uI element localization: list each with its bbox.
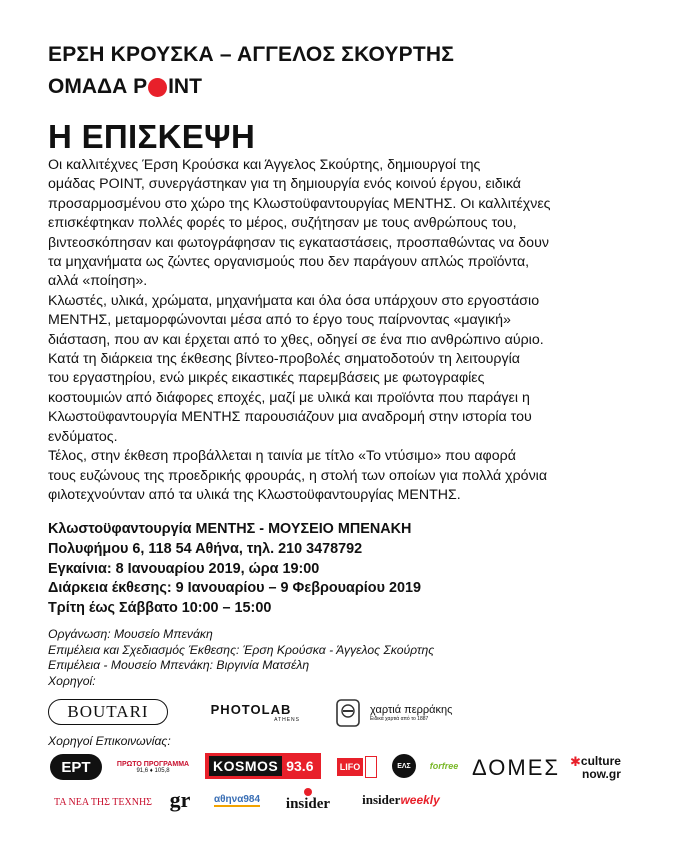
museum-curation: Επιμέλεια - Μουσείο Μπενάκη: Βιργινία Ματσέλη — [48, 658, 310, 673]
culture-text: culture — [580, 754, 621, 768]
body-line: φιλοτεχνούνταν από τα υλικά της Κλωστοϋφαντουργίας ΜΕΝΤΗΣ. — [48, 486, 461, 503]
insider-logo — [276, 786, 340, 814]
insider-weekly-text: insider — [362, 792, 401, 807]
boutari-logo — [48, 699, 168, 725]
lifo-logo — [334, 756, 380, 778]
credits — [48, 627, 434, 689]
body-line: Τέλος, στην έκθεση προβάλλεται η ταινία με τίτλο «Το ντύσιμο» που αφορά — [48, 448, 516, 465]
group-suffix: INT — [168, 75, 202, 98]
perrakis-emblem-icon — [336, 698, 360, 728]
artists-heading: ΕΡΣΗ ΚΡΟΥΣΚΑ – ΑΓΓΕΛΟΣ ΣΚΟΥΡΤΗΣ — [48, 43, 455, 66]
photolab-sub: ATHENS — [274, 717, 300, 723]
ert-text: ΕΡΤ — [61, 758, 91, 776]
opening: Εγκαίνια: 8 Ιανουαρίου 2019, ώρα 19:00 — [48, 560, 320, 577]
culture-now-text: now.gr — [582, 767, 621, 781]
photolab-text: PHOTOLAB — [210, 702, 292, 717]
body-line: Κατά τη διάρκεια της έκθεσης βίντεο-προβολές σηματοδοτούν τη λειτουργία — [48, 351, 520, 368]
ena-logo — [392, 754, 416, 778]
ena-text: ΕΛΣ — [397, 762, 411, 770]
forfree-logo — [426, 754, 462, 778]
media-sponsors-label: Χορηγοί Επικοινωνίας: — [48, 734, 171, 748]
media-sponsors-label-row — [48, 734, 171, 750]
body-line: ομάδας POINT, συνεργάστηκαν για τη δημιουργία ενός κοινού έργου, ειδικά — [48, 176, 521, 193]
body-line: βιντεοσκόπησαν και φωτογράφησαν τις εγκαταστάσεις, προσπαθώντας να δουν — [48, 234, 549, 251]
lifo-radio-icon — [365, 756, 377, 778]
body-line: Κλωστές, υλικά, χρώματα, μηχανήματα και όλα όσα υπάρχουν στο εργοστάσιο — [48, 292, 540, 309]
point-dot-icon — [148, 78, 167, 97]
photolab-logo — [196, 700, 306, 726]
body-line: διάσταση, που αν και έρχεται από το χθες, οδηγεί σε ένα πιο ανθρώπινο αύριο. — [48, 331, 544, 348]
kosmos-logo — [205, 753, 321, 779]
proto-programma-logo — [112, 754, 194, 780]
group-prefix: ΟΜΑΔΑ P — [48, 75, 148, 98]
athina984-logo — [208, 788, 266, 812]
organization: Οργάνωση: Μουσείο Μπενάκη — [48, 627, 213, 641]
kosmos-text: KOSMOS — [209, 756, 282, 776]
forfree-text: forfree — [429, 761, 459, 771]
curation: Επιμέλεια και Σχεδιασμός Έκθεσης: Έρση Κρούσκα - Άγγελος Σκούρτης — [48, 642, 435, 657]
gr-logo — [166, 786, 194, 814]
body-line: ενδύματος. — [48, 428, 118, 445]
perrakis-text: χαρτιά περράκης — [370, 704, 453, 716]
duration: Διάρκεια έκθεσης: 9 Ιανουαρίου – 9 Φεβρουαρίου 2019 — [48, 580, 421, 597]
group-heading — [48, 72, 202, 102]
body-line: του εργαστηρίου, ενώ μικρές εικαστικές παρεμβάσεις με φωτογραφίες — [48, 370, 485, 387]
star-icon: ✱ — [570, 754, 581, 769]
insider-dot-icon — [304, 788, 312, 796]
sponsors-label: Χορηγοί: — [48, 673, 96, 688]
insider-text: insider — [285, 796, 331, 812]
gr-text: gr — [169, 787, 191, 812]
venue: Κλωστοϋφαντουργία ΜΕΝΤΗΣ - ΜΟΥΣΕΙΟ ΜΠΕΝΑΚΗ — [48, 521, 412, 537]
hours: Τρίτη έως Σάββατο 10:00 – 15:00 — [48, 600, 272, 617]
body-line: Κλωστοϋφαντουργία ΜΕΝΤΗΣ παρουσιάζουν μια αναδρομή στην ιστορία του — [48, 409, 532, 426]
athina-text: αθηνα984 — [213, 793, 261, 805]
perrakis-sub: Ειδικά χαρτιά από το 1887 — [370, 716, 429, 722]
address: Πολυφήμου 6, 118 54 Αθήνα, τηλ. 210 3478792 — [48, 540, 363, 557]
lifo-text: LIFO — [337, 758, 364, 776]
body-line: τους ευζώνους της προεδρικής φρουράς, η στολή των οποίων για πολλά χρόνια — [48, 467, 548, 484]
body-line: Οι καλλιτέχνες Έρση Κρούσκα και Άγγελος Σκούρτης, δημιουργοί της — [48, 157, 481, 173]
body-line: προσαρμοσμένου στο χώρο της Κλωστοϋφαντουργίας ΜΕΝΤΗΣ. Οι καλλιτέχνες — [48, 195, 551, 212]
ert-logo — [50, 754, 102, 780]
culture-now-logo — [570, 754, 636, 782]
body-line: ΜΕΝΤΗΣ, μεταμορφώνονται μέσα από το έργο τους παίρνοντας «μαγική» — [48, 312, 511, 329]
body-line: επισκέφτηκαν πολλές φορές το μέρος, συζήτησαν με τους ανθρώπους του, — [48, 215, 517, 232]
body-line: κοστουμιών από διάφορες εποχές, μαζί με υλικά και προϊόντα που παράγει η — [48, 389, 530, 406]
perrakis-logo — [336, 696, 476, 730]
boutari-text: BOUTARI — [67, 702, 149, 721]
domes-text: ΔΟΜΕΣ — [472, 755, 560, 780]
ta-nea-text: ΤΑ ΝΕΑ ΤΗΣ ΤΕΧΝΗΣ — [54, 796, 152, 808]
body-line: τα μηχανήματα ως ζώντες οργανισμούς που δεν παράγουν απλώς προϊόντα, — [48, 254, 530, 271]
weekly-text: weekly — [400, 793, 440, 807]
insider-weekly-logo — [356, 788, 446, 812]
page-title: Η ΕΠΙΣΚΕΨΗ — [48, 118, 256, 155]
domes-logo — [474, 754, 558, 782]
proto-freq: 91,6 ♦ 105,8 — [136, 767, 170, 774]
ta-nea-logo — [50, 792, 156, 812]
kosmos-freq: 93.6 — [286, 758, 314, 774]
proto-text: ΠΡΩΤΟ ΠΡΟΓΡΑΜΜΑ — [116, 760, 190, 768]
exhibition-info — [48, 520, 421, 619]
body-text — [48, 156, 638, 505]
body-line: αλλά «ποίηση». — [48, 273, 148, 290]
